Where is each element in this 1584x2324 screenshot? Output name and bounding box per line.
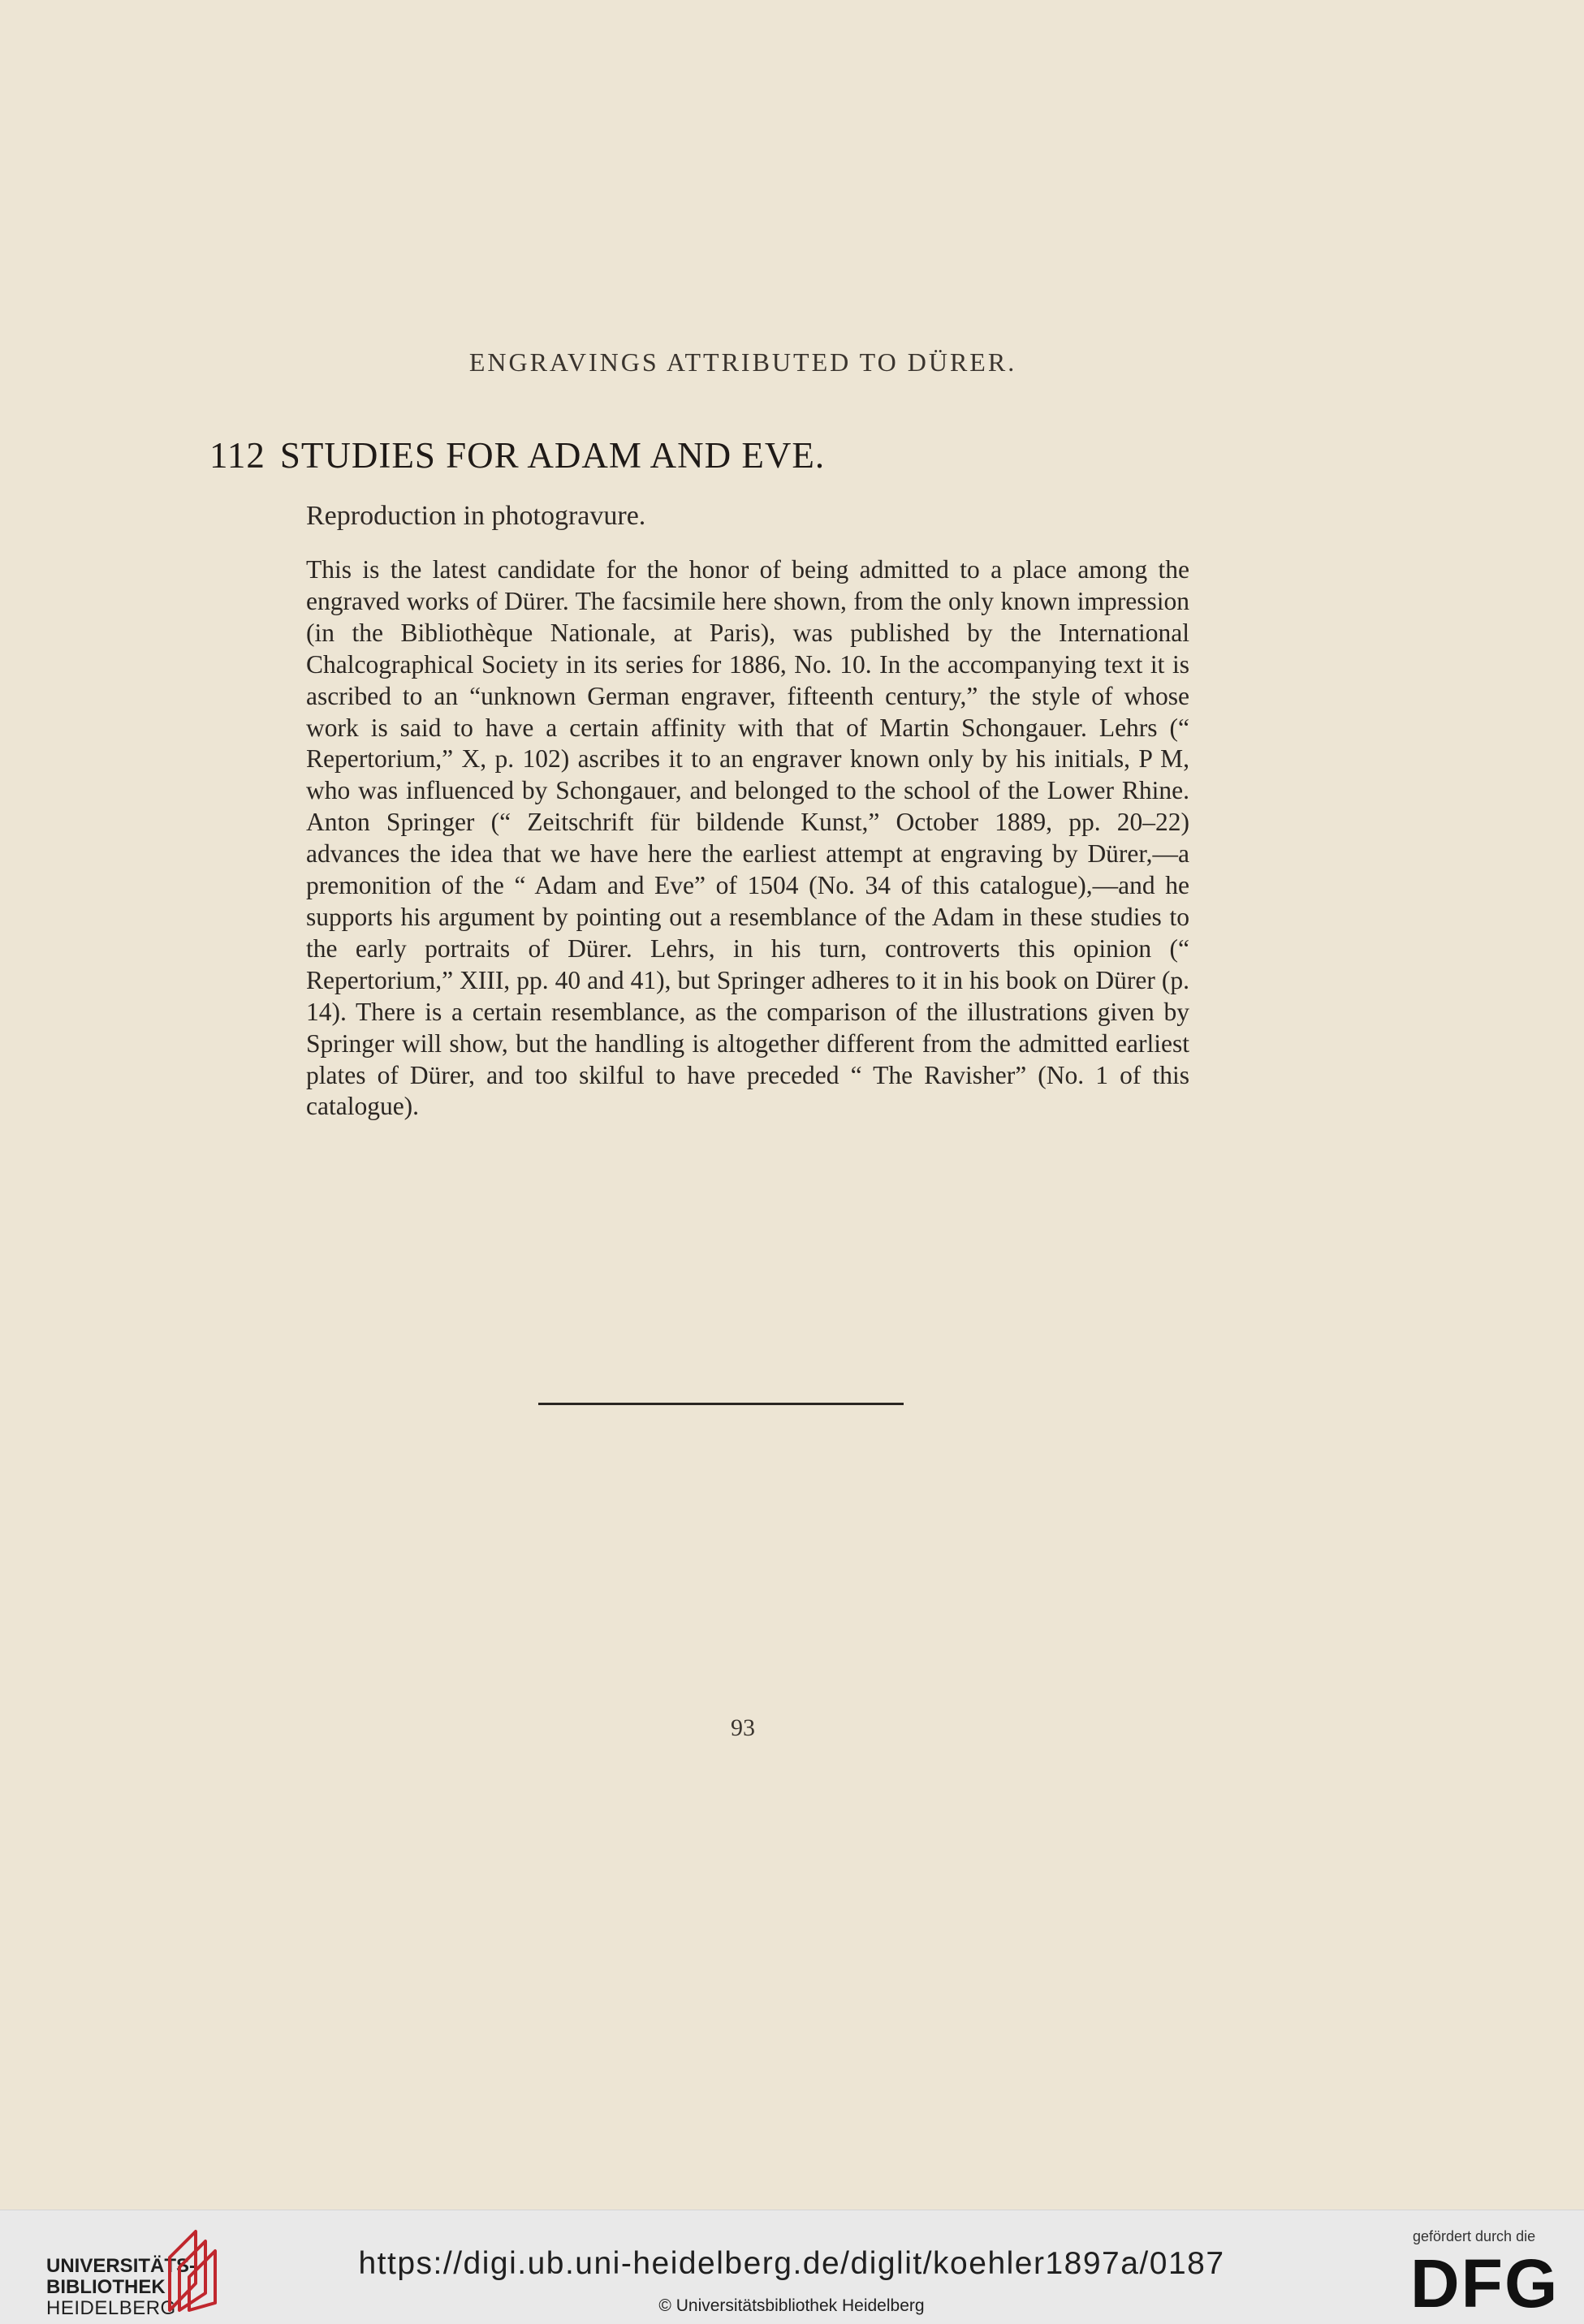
running-head: ENGRAVINGS ATTRIBUTED TO DÜRER. bbox=[468, 347, 1017, 377]
copyright-notice: © Universitätsbibliothek Heidelberg bbox=[658, 2296, 925, 2315]
library-name-line3: HEIDELBERG bbox=[46, 2297, 176, 2319]
library-name-line1: UNIVERSITÄTS- bbox=[46, 2255, 196, 2277]
section-divider bbox=[538, 1403, 904, 1405]
entry-number: 112 bbox=[209, 435, 265, 476]
permalink-url[interactable]: https://digi.ub.uni-heidelberg.de/diglit/koehler1897a/0187 bbox=[358, 2246, 1225, 2281]
entry-heading bbox=[209, 434, 1265, 476]
body-paragraph: This is the latest candidate for the honor of being admitted to a place among the engraved works of Dürer. The facsimile here shown, from the only known impression (in the Bibliothèque Nationale, at Paris), was published by the International Chalcographical Society in its series for 1886, No. 10. In the accompanying text it is ascribed to an “unknown German engraver, fifteenth century,” the style of whose work is said to have a certain affinity with that of Martin Schongauer. Lehrs (“ Repertorium,” X, p. 102) ascribes it to an engraver known only by his initials, P M, who was influenced by Schongauer, and belonged to the school of the Lower Rhine. Anton Springer (“ Zeitschrift für bildende Kunst,” October 1889, pp. 20–22) advances the idea that we have here the earliest attempt at engraving by Dürer,—a premonition of the “ Adam and Eve” of 1504 (No. 34 of this catalogue),—and he supports his argument by pointing out a resemblance of the Adam in these studies to the early portraits of Dürer. Lehrs, in his turn, controverts this opinion (“ Repertorium,” XIII, pp. 40 and 41), but Springer adheres to it in his book on Dürer (p. 14). There is a certain resemblance, as the comparison of the illustrations given by Springer will show, but the handling is altogether different from the admitted earliest plates of Dürer, and too skilful to have preceded “ The Ravisher” (No. 1 of this catalogue). bbox=[306, 555, 1189, 1121]
entry-subtitle: Reproduction in photogravure. bbox=[306, 501, 646, 531]
entry-title: STUDIES FOR ADAM AND EVE. bbox=[279, 435, 826, 476]
sponsor-caption: gefördert durch die bbox=[1413, 2228, 1536, 2244]
library-emblem-icon bbox=[162, 2225, 227, 2314]
dfg-logo[interactable]: DFG bbox=[1410, 2245, 1560, 2322]
footer-bar bbox=[0, 2210, 1584, 2324]
page-number: 93 bbox=[731, 1714, 755, 1741]
library-name-line2: BIBLIOTHEK bbox=[46, 2276, 166, 2298]
library-logo-block[interactable] bbox=[46, 2210, 306, 2324]
